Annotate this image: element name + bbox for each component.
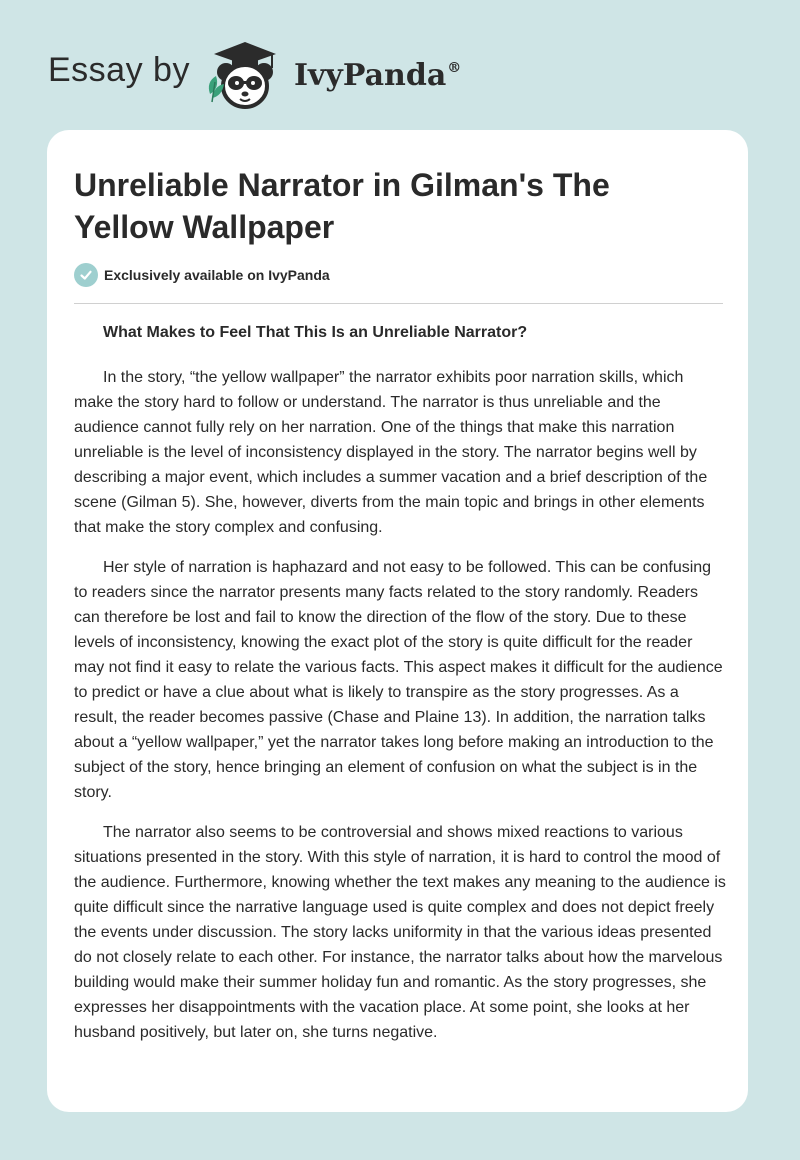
essay-body — [74, 320, 726, 1060]
brand-name: IvyPanda — [293, 57, 447, 93]
essay-card — [47, 130, 748, 1112]
exclusive-badge — [74, 263, 330, 287]
panda-graduation-cap-icon[interactable] — [204, 32, 286, 114]
check-circle-icon — [74, 263, 98, 287]
page-title: Unreliable Narrator in Gilman's The Yellow Wallpaper — [74, 167, 610, 245]
divider — [74, 303, 723, 304]
badge-label: Exclusively available on IvyPanda — [104, 267, 330, 283]
essay-by-label: Essay by — [48, 50, 190, 89]
paragraph: Her style of narration is haphazard and not easy to be followed. This can be confusing to readers since the narrator presents many facts related to the story randomly. Readers can therefore be lost and fail to know the direction of the flow of the story. Due to these levels of inconsistency, knowing the exact plot of the story is quite difficult for the reader may not find it easy to relate the various facts. This aspect makes it difficult for the audience to predict or have a clue about what is likely to transpire as the story progresses. As a result, the reader becomes passive (Chase and Plaine 13). In addition, the narration talks about a “yellow wallpaper,” yet the narrator takes long before making an introduction to the subject of the story, hence bringing an element of confusion on what the subject is in the story. — [74, 559, 723, 801]
paragraph: In the story, “the yellow wallpaper” the narrator exhibits poor narration skills, which make the story hard to follow or understand. The narrator is thus unreliable and the audience cannot fully rely on her narration. One of the things that make this narration unreliable is the level of inconsistency displayed in the story. The narrator begins well by describing a major event, which includes a summer vacation and a brief description of the scene (Gilman 5). She, however, diverts from the main topic and brings in other elements that make the story complex and confusing. — [74, 369, 708, 536]
site-header — [48, 28, 461, 118]
brand-logo-text[interactable] — [294, 58, 461, 93]
registered-mark: ® — [447, 59, 462, 76]
section-heading: What Makes to Feel That This Is an Unreliable Narrator? — [103, 324, 528, 341]
paragraph: The narrator also seems to be controversial and shows mixed reactions to various situations presented in the story. With this style of narration, it is hard to control the mood of the audience. Furthermore, knowing whether the text makes any meaning to the audience is quite difficult since the narrative language used is quite complex and does not depict freely the events under discussion. The story lacks uniformity in that the various ideas presented do not closely relate to each other. For instance, the narrator talks about how the marvelous building would make their summer holiday fun and romantic. As the story progresses, she expresses her disappointments with the vacation place. At some point, she looks at her husband positively, but later on, she turns negative. — [74, 824, 726, 1041]
